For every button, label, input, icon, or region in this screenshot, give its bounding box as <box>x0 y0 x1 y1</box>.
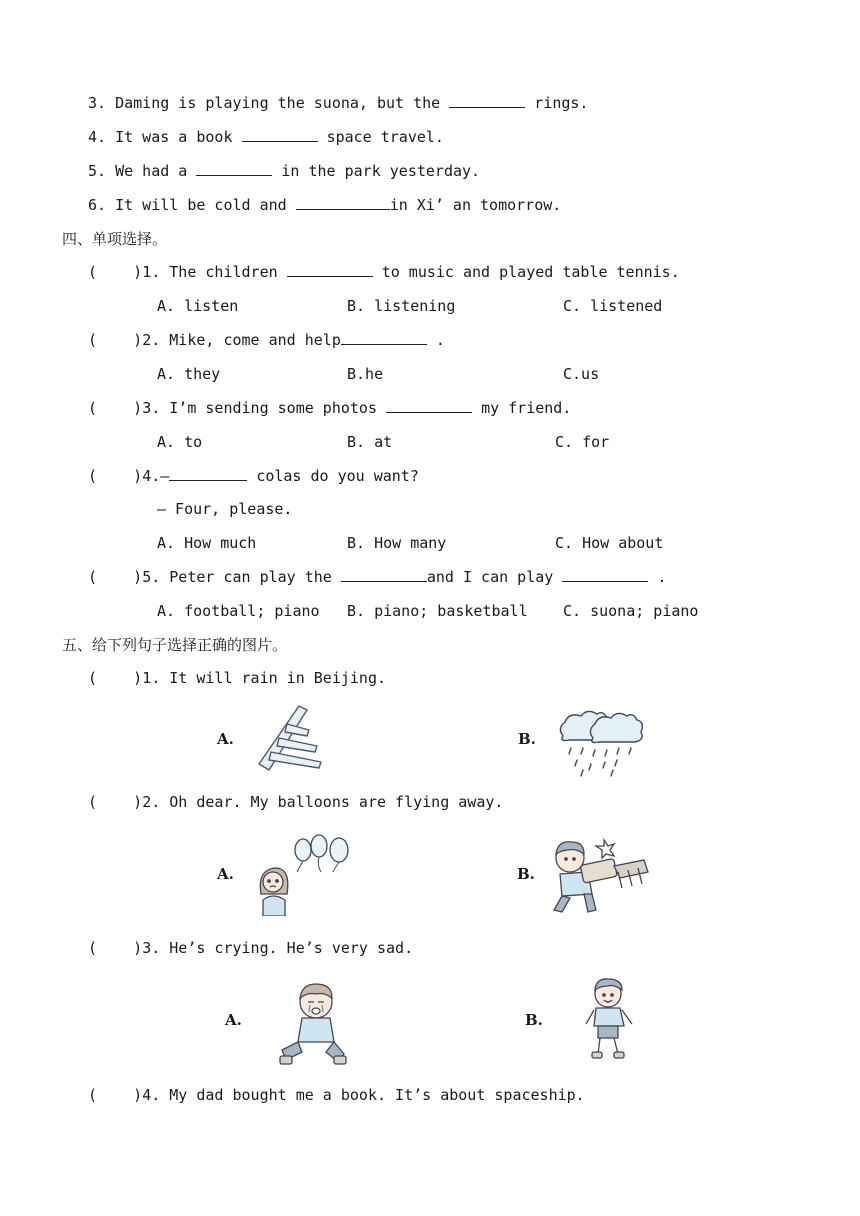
answer-paren[interactable]: ( ) <box>88 568 143 586</box>
option-a: A. How much <box>157 534 257 552</box>
option-c: C. suona; piano <box>563 602 699 620</box>
picture-question-2: ( )2. Oh dear. My balloons are flying away. <box>88 793 504 811</box>
boy-falling-icon <box>548 832 652 916</box>
option-a: A. they <box>157 365 221 383</box>
option-b: B. listening <box>347 297 456 315</box>
picture-label-b: B. <box>525 1011 543 1029</box>
mc-question-5: ( )5. Peter can play the and I can play . <box>88 568 667 586</box>
answer-blank[interactable] <box>196 161 272 176</box>
answer-paren[interactable]: ( ) <box>88 331 143 349</box>
option-c: C.us <box>563 365 600 383</box>
picture-label-a: A. <box>217 730 234 748</box>
option-b: B. How many <box>347 534 447 552</box>
section-heading-part5: 五、给下列句子选择正确的图片。 <box>62 636 288 654</box>
answer-blank <box>341 330 427 345</box>
option-c: C. listened <box>563 297 663 315</box>
answer-paren[interactable]: ( ) <box>88 1086 143 1104</box>
picture-label-b: B. <box>517 865 535 883</box>
option-b: B. piano; basketball <box>347 602 528 620</box>
option-c: C. for <box>555 433 610 451</box>
answer-blank <box>562 567 648 582</box>
girl-balloons-icon <box>255 832 355 916</box>
happy-boy-icon <box>584 976 636 1060</box>
answer-blank[interactable] <box>242 127 318 142</box>
mc-question-1: ( )1. The children to music and played table tennis. <box>88 263 680 281</box>
answer-paren[interactable]: ( ) <box>88 263 143 281</box>
answer-paren[interactable]: ( ) <box>88 399 143 417</box>
picture-label-a: A. <box>217 865 234 883</box>
section-heading-part4: 四、单项选择。 <box>62 230 168 248</box>
picture-question-4: ( )4. My dad bought me a book. It’s about spaceship. <box>88 1086 585 1104</box>
mc-question-2: ( )2. Mike, come and help . <box>88 331 445 349</box>
picture-label-a: A. <box>225 1011 242 1029</box>
answer-blank[interactable] <box>449 93 525 108</box>
crying-boy-icon <box>278 980 348 1066</box>
picture-label-b: B. <box>518 730 536 748</box>
reply-line: — Four, please. <box>157 500 293 518</box>
answer-blank[interactable] <box>296 195 390 210</box>
part3-q4: 4. It was a book space travel. <box>88 128 444 146</box>
mc-question-4: ( )4.— colas do you want? <box>88 467 419 485</box>
answer-paren[interactable]: ( ) <box>88 793 143 811</box>
answer-paren[interactable]: ( ) <box>88 939 143 957</box>
mc-question-3: ( )3. I’m sending some photos my friend. <box>88 399 572 417</box>
answer-blank <box>386 398 472 413</box>
answer-blank <box>169 466 247 481</box>
answer-paren[interactable]: ( ) <box>88 669 143 687</box>
answer-blank <box>287 262 373 277</box>
answer-blank <box>341 567 427 582</box>
option-a: A. football; piano <box>157 602 320 620</box>
part3-q6: 6. It will be cold and in Xi’ an tomorrow. <box>88 196 562 214</box>
option-a: A. listen <box>157 297 239 315</box>
picture-question-1: ( )1. It will rain in Beijing. <box>88 669 387 687</box>
option-b: B. at <box>347 433 393 451</box>
option-c: C. How about <box>555 534 664 552</box>
rain-cloud-icon <box>555 706 647 778</box>
part3-q3: 3. Daming is playing the suona, but the rings. <box>88 94 589 112</box>
answer-paren[interactable]: ( ) <box>88 467 143 485</box>
wind-icon <box>255 702 335 774</box>
part3-q5: 5. We had a in the park yesterday. <box>88 162 481 180</box>
option-a: A. to <box>157 433 203 451</box>
picture-question-3: ( )3. He’s crying. He’s very sad. <box>88 939 414 957</box>
option-b: B.he <box>347 365 384 383</box>
